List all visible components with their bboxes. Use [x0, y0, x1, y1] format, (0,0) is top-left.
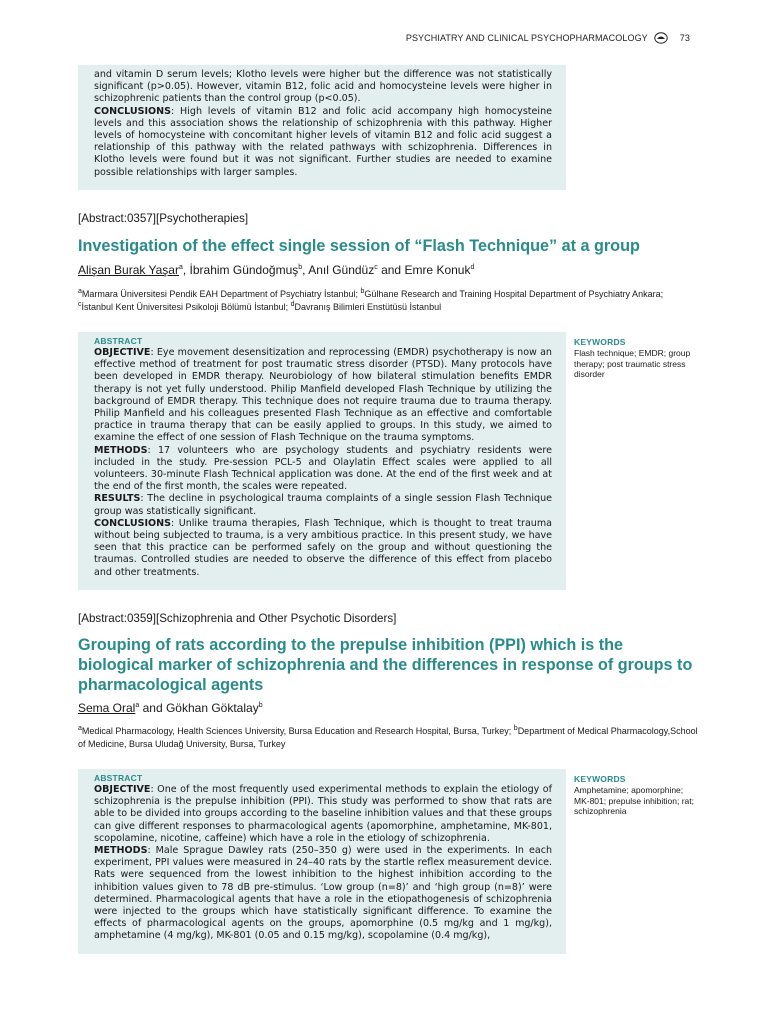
results-paragraph: RESULTS: The decline in psychological trauma complaints of a single session Flash Technique group was statistically significant. [94, 493, 552, 517]
objective-paragraph: OBJECTIVE: Eye movement desensitization and reprocessing (EMDR) psychotherapy is now an effective method of treatment for post traumatic stress disorder (PTSD). Many protocols have been developed in EMDR therapy. Neurobiology of how bilateral stimulation benefits EMDR therapy is not yet fully understood. Philip Manfield developed Flash Technique by utilizing the background of EMDR therapy. This technique does not require trauma due to trauma therapy. Philip Manfield and his colleagues presented Flash Technique as an effective and comfortable practice in trauma therapy that can be easily applied to groups. In this study, we aimed to examine the effect of one session of Flash Technique on the trauma symptoms. [94, 347, 552, 444]
abstract-box [78, 332, 566, 590]
keywords-heading: KEYWORDS [574, 774, 626, 784]
running-header [406, 31, 690, 45]
keywords-list: Flash technique; EMDR; group therapy; post traumatic stress disorder [574, 348, 691, 380]
article-title: Grouping of rats according to the prepulse inhibition (PPI) which is the biological marker of schizophrenia and the differences in response of groups to pharmacological agents [78, 636, 693, 694]
methods-paragraph: METHODS: Male Sprague Dawley rats (250–350 g) were used in the experiments. In each experiment, PPI values were measured in 24–40 rats by the startle reflex measurement device. Rats were sequenced from the lowest inhibition to the highest inhibition according to the inhibition values given to 78 dB pre-stimulus. ‘Low group (n=8)’ and ‘high group (n=8)’ were determined. Pharmacological agents that have a role in the etiopathogenesis of schizophrenia were injected to the groups which have statistically significant difference. To examine the effects of pharmacological agents on the groups, apomorphine (0.5 mg/kg and 1 mg/kg), amphetamine (4 mg/kg), MK-801 (0.05 and 0.15 mg/kg), scopolamine (0.4 mg/kg), [94, 845, 552, 942]
keywords-heading: KEYWORDS [574, 337, 626, 347]
author-name: Sema Oral [78, 701, 136, 715]
abstract-heading: ABSTRACT [94, 336, 143, 346]
author-list: Alişan Burak Yaşar$^a$, İbrahim Gündoğmuş$^b$, Anıl Gündüz$^c$ and Emre Konuk$^d$ [78, 263, 475, 277]
page-number: 73 [679, 33, 690, 43]
author-name: İbrahim Gündoğmuş [189, 263, 299, 277]
abstract-tag: [Abstract:0359][Schizophrenia and Other Psychotic Disorders] [78, 612, 397, 625]
conclusions-label: CONCLUSIONS [94, 105, 172, 117]
journal-logo-icon [654, 32, 668, 44]
keywords-list: Amphetamine; apomorphine; MK-801; prepulse inhibition; rat; schizophrenia [574, 785, 695, 817]
abstract-tag: [Abstract:0357][Psychotherapies] [78, 212, 249, 225]
author-list: Sema Oral$^a$ and Gökhan Göktalay$^b$ [78, 701, 263, 715]
keywords-block [574, 774, 699, 817]
journal-name: PSYCHIATRY AND CLINICAL PSYCHOPHARMACOLOGY [405, 33, 648, 43]
author-name: Alişan Burak Yaşar [78, 263, 179, 277]
abstract-box [78, 769, 566, 954]
affiliations: $^a$Marmara Üniversitesi Pendik EAH Department of Psychiatry İstanbul; $^b$Gülhane Research and Training Hospital Department of Psychiatry Ankara; $^c$İstanbul Kent Üniversitesi Psikoloji Bölümü İstanbul; $^d$Davranış Bilimleri Enstütüsü İstanbul [78, 288, 664, 312]
methods-paragraph: METHODS: 17 volunteers who are psychology students and psychiatry residents were included in the study. Pre-session PCL-5 and Olaylatin Effect scales were applied to all volunteers. 30-minute Flash Technical application was done. At the end of the first week and at the end of the first month, the scales were repeated. [94, 444, 552, 493]
conclusions-paragraph: CONCLUSIONS: Unlike trauma therapies, Flash Technique, which is thought to treat trauma without being subjected to trauma, is a very ambitious practice. In this present study, we have seen that this practice can be performed safely on the group and without questioning the traumas. Controlled studies are needed to observe the difference of this effect from placebo and other treatments. [94, 517, 552, 578]
author-name: Emre Konuk [404, 263, 471, 277]
objective-paragraph: OBJECTIVE: One of the most frequently used experimental methods to explain the etiology of schizophrenia is the prepulse inhibition (PPI). This study was performed to show that rats are able to be divided into groups according to the baseline inhibition values and that these groups can give different responses to pharmacological agents (apomorphine, amphetamine, MK-801, scopolamine, nicotine, caffeine) which have a role in the etiology of schizophrenia. [94, 784, 552, 844]
continued-abstract-box [78, 65, 566, 190]
author-name: Anıl Gündüz [308, 263, 375, 277]
keywords-block [574, 337, 699, 380]
abstract-heading: ABSTRACT [94, 773, 143, 783]
affiliations: $^a$Medical Pharmacology, Health Sciences University, Bursa Education and Research Hospital, Bursa, Turkey; $^b$Department of Medical Pharmacology,School of Medicine, Bursa Uludağ University, Bursa, Turkey [78, 725, 698, 749]
article-title: Investigation of the effect single session of “Flash Technique” at a group [78, 237, 640, 255]
continued-abstract-text: and vitamin D serum levels; Klotho levels were higher but the difference was not statistically significant (p>0.05). However, vitamin B12, folic acid and homocysteine levels were higher in schizophrenic patients than the control group (p<0.05). CONCLUSIONS: High levels of vitamin B12 and folic acid accompany high homocysteine levels and this association shows the relationship of schizophrenia with this pathway. Higher levels of homocysteine with concomitant higher levels of vitamin B12 and folic acid suggest a relationship of this pathway with the related pathways with schizophrenia. Differences in Klotho levels were found but it was not significant. Further studies are needed to examine possible relationships with larger samples. [94, 69, 552, 178]
author-name: Gökhan Göktalay [165, 701, 259, 715]
